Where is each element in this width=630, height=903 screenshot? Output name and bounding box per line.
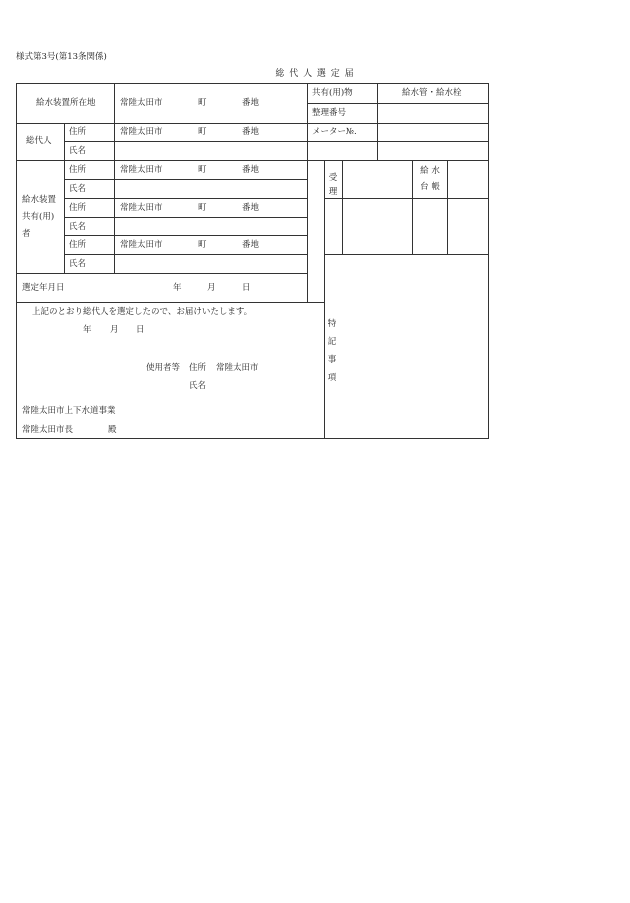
recipient-honorific: 殿 bbox=[108, 425, 117, 435]
remarks-label: 特記事項 bbox=[327, 319, 337, 383]
selection-date-label: 選定年月日 bbox=[22, 283, 65, 293]
rep-address-label: 住所 bbox=[69, 127, 87, 137]
co2-town: 町 bbox=[198, 203, 207, 213]
user-name-label: 氏名 bbox=[189, 381, 207, 391]
reception-label: 受理 bbox=[328, 173, 338, 197]
location-label: 給水装置所在地 bbox=[36, 98, 96, 108]
selection-year: 年 bbox=[173, 283, 182, 293]
user-label: 使用者等 bbox=[146, 363, 181, 373]
recipient-line-1: 常陸太田市上下水道事業 bbox=[22, 406, 116, 416]
user-address-label: 住所 bbox=[189, 363, 207, 373]
co3-name-label: 氏名 bbox=[69, 259, 87, 269]
recipient-line-2: 常陸太田市長 bbox=[22, 425, 74, 435]
co1-address-label: 住所 bbox=[69, 165, 87, 175]
ref-number-field[interactable] bbox=[378, 104, 488, 123]
co3-city: 常陸太田市 bbox=[120, 240, 163, 250]
declaration-day: 日 bbox=[136, 325, 145, 335]
co1-town: 町 bbox=[198, 165, 207, 175]
rep-name-field[interactable] bbox=[115, 142, 307, 160]
water-ledger-label: 給 水 台 帳 bbox=[420, 166, 440, 192]
co3-address-label: 住所 bbox=[69, 240, 87, 250]
declaration-text: 上記のとおり総代人を選定したので、お届けいたします。 bbox=[32, 307, 253, 317]
page-title: 総 代 人 選 定 届 bbox=[275, 69, 355, 79]
rep-name-label: 氏名 bbox=[69, 146, 87, 156]
declaration-year: 年 bbox=[83, 325, 92, 335]
co1-name-label: 氏名 bbox=[69, 184, 87, 194]
rep-city: 常陸太田市 bbox=[120, 127, 163, 137]
form-table bbox=[16, 83, 489, 439]
co3-lot: 番地 bbox=[242, 240, 260, 250]
user-city: 常陸太田市 bbox=[216, 363, 259, 373]
reception-field[interactable] bbox=[343, 161, 412, 198]
meter-field[interactable] bbox=[378, 124, 488, 141]
rep-town: 町 bbox=[198, 127, 207, 137]
co1-lot: 番地 bbox=[242, 165, 260, 175]
co3-town: 町 bbox=[198, 240, 207, 250]
shared-value: 給水管・給水栓 bbox=[402, 88, 462, 98]
co-owners-label-3: 者 bbox=[22, 229, 31, 239]
shared-label: 共有(用)物 bbox=[312, 88, 353, 98]
rep-lot: 番地 bbox=[242, 127, 260, 137]
location-lot: 番地 bbox=[242, 98, 260, 108]
co-owners-label-2: 共有(用) bbox=[22, 212, 55, 222]
location-city: 常陸太田市 bbox=[120, 98, 163, 108]
co2-name-label: 氏名 bbox=[69, 222, 87, 232]
ref-number-label: 整理番号 bbox=[312, 108, 347, 118]
meter-label: メーター№. bbox=[312, 127, 357, 137]
co2-address-label: 住所 bbox=[69, 203, 87, 213]
remarks-field[interactable] bbox=[343, 255, 488, 438]
location-town: 町 bbox=[198, 98, 207, 108]
co2-city: 常陸太田市 bbox=[120, 203, 163, 213]
selection-day: 日 bbox=[242, 283, 251, 293]
representative-label: 総代人 bbox=[26, 136, 52, 146]
selection-month: 月 bbox=[207, 283, 216, 293]
co1-city: 常陸太田市 bbox=[120, 165, 163, 175]
form-number: 様式第3号(第13条関係) bbox=[16, 52, 107, 62]
declaration-month: 月 bbox=[110, 325, 119, 335]
co-owners-label-1: 給水装置 bbox=[22, 195, 57, 205]
co2-lot: 番地 bbox=[242, 203, 260, 213]
